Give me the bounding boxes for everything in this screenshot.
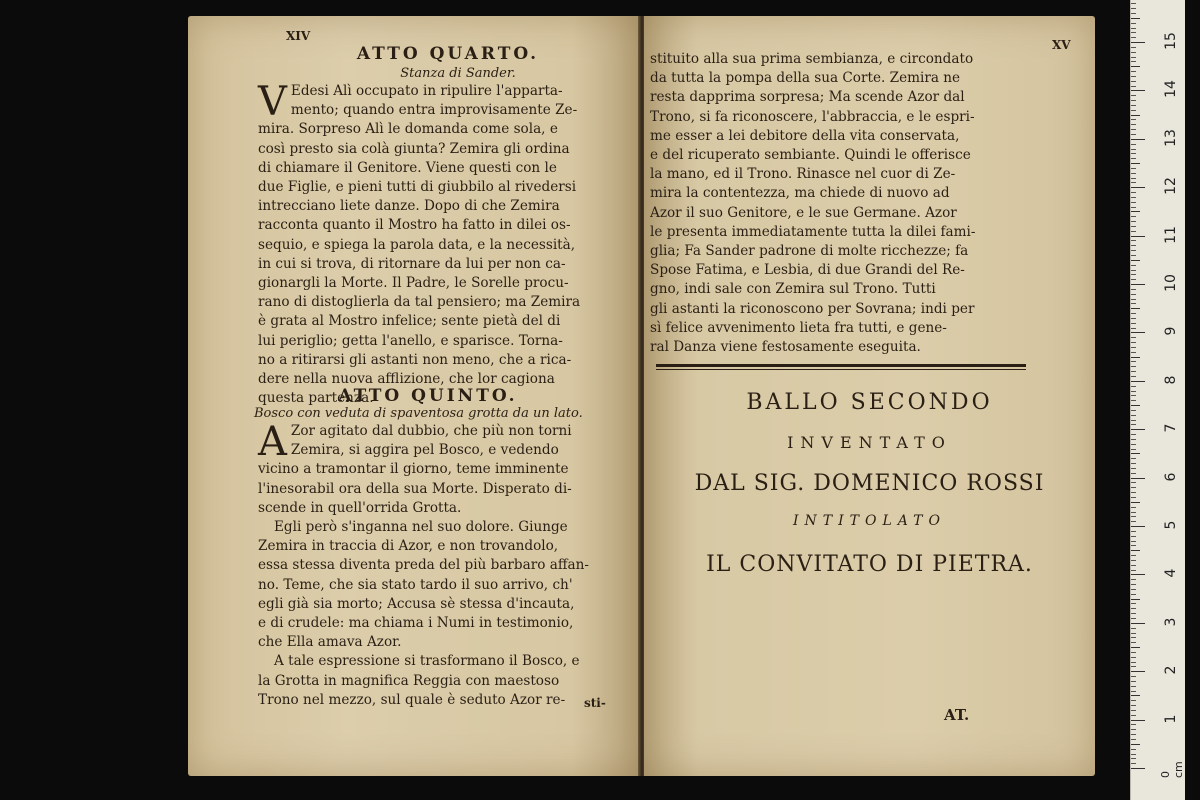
ruler-number: 5 [1163,520,1179,530]
text-line: me esser a lei debitore della vita conservata, [650,127,960,144]
ruler-tick [1131,545,1136,546]
ruler-tick [1131,391,1136,392]
ruler-tick [1131,289,1136,290]
ballo-author: DAL SIG. DOMENICO ROSSI [694,471,1045,496]
ruler-tick [1131,245,1136,246]
ruler-tick [1131,463,1136,464]
text-line: sequio, e spiega la parola data, e la necessità, [258,236,576,253]
open-book [188,16,1095,776]
text-line: egli già sia morto; Accusa sè stessa d'incauta, [258,595,575,612]
ruler-tick [1131,410,1136,411]
ruler-tick [1131,395,1136,396]
ruler-tick [1131,182,1136,183]
ruler-tick [1131,512,1136,513]
text-line: vicino a tramontar il giorno, teme imminente [258,461,569,478]
ruler-tick [1131,647,1140,648]
ruler-tick [1131,226,1136,227]
ruler-tick [1131,584,1136,585]
catchword-left: sti- [584,696,606,710]
text-line: è grata al Mostro infelice; sente pietà del di [258,313,561,330]
text-line: no. Teme, che sia stato tardo il suo arrivo, ch' [258,576,573,593]
ruler-number: 8 [1163,375,1179,385]
text-line: lui periglio; getta l'anello, e sparisce. Torna- [258,332,563,349]
text-line: mento; quando entra improvisamente Ze- [290,102,578,119]
text-line: e del ricuperato sembiante. Quindi le offerisce [650,147,971,164]
ruler-tick [1131,768,1145,769]
text-line: Edesi Alì occupato in ripulire l'apparta- [290,83,563,99]
ruler-tick [1131,303,1136,304]
ruler-tick [1131,381,1145,382]
ruler-number: 7 [1163,423,1179,433]
ruler-tick [1131,763,1136,764]
ruler-tick [1131,478,1145,479]
text-line: ral Danza viene festosamente eseguita. [650,339,921,356]
ruler-tick [1131,739,1136,740]
ruler-tick [1131,439,1136,440]
ruler-tick [1131,318,1136,319]
ruler-tick [1131,221,1136,222]
text-line: racconta quanto il Mostro ha fatto in dilei os- [258,217,571,234]
ruler-tick [1131,710,1136,711]
ruler-number: 2 [1163,665,1179,675]
ruler-tick [1131,76,1136,77]
ruler-tick [1131,86,1136,87]
ruler-tick [1131,81,1136,82]
ruler-tick [1131,681,1136,682]
ruler-tick [1131,628,1136,629]
ruler-tick [1131,720,1145,721]
ruler-tick [1131,458,1136,459]
ruler-tick [1131,270,1136,271]
ruler-tick [1131,28,1136,29]
ruler-tick [1131,61,1136,62]
ruler-tick [1131,115,1140,116]
ruler-tick [1131,332,1145,333]
ruler-tick [1131,603,1136,604]
text-line: mira la contentezza, ma chiede di nuovo ad [650,185,950,202]
text-line: rano di distoglierla da tal pensiero; ma Zemira [258,294,581,311]
ruler-tick [1131,178,1136,179]
ruler-tick [1131,749,1136,750]
divider-rule-thin [656,369,1026,370]
text-line: A tale espressione si trasformano il Bosco, e [274,653,580,670]
text-line: glia; Fa Sander padrone di molte ricchezze; fa [650,243,969,260]
ruler-tick [1131,637,1136,638]
text-line: Zemira in traccia di Azor, e non trovandolo, [258,538,559,555]
text-line: due Figlie, e pieni tutti di giubbilo al rivedersi [258,179,577,196]
ruler-tick [1131,124,1136,125]
ruler-tick [1131,328,1136,329]
ruler-tick [1131,516,1136,517]
ruler-tick [1131,366,1136,367]
text-line: la mano, ed il Trono. Rinasce nel cuor di Ze- [650,166,956,183]
ruler-tick [1131,313,1136,314]
ruler-number: 9 [1163,326,1179,336]
ruler-tick [1131,284,1145,285]
text-line: l'inesorabil ora della sua Morte. Disperato di- [258,480,572,497]
ruler-tick [1131,308,1140,309]
ruler-tick [1131,134,1136,135]
ruler-tick [1131,323,1136,324]
ruler-tick [1131,13,1136,14]
ruler-tick [1131,502,1140,503]
dropcap-a: A [258,419,287,465]
ruler-tick [1131,192,1136,193]
text-line: no a ritirarsi gli astanti non meno, che a rica- [258,351,572,368]
ruler-tick [1131,347,1136,348]
ruler-unit-label: 0 cm [1159,761,1185,778]
ruler-tick [1131,589,1136,590]
ruler-tick [1131,376,1136,377]
measurement-ruler [1130,0,1185,800]
ruler-tick [1131,168,1136,169]
ruler-tick [1131,274,1136,275]
catchword-right: AT. [944,706,970,724]
ruler-tick [1131,95,1136,96]
ruler-tick [1131,420,1136,421]
text-line: gno, indi sale con Zemira sul Trono. Tutti [650,281,936,298]
ruler-tick [1131,507,1136,508]
text-line: mira. Sorpreso Alì le domanda come sola, e [258,121,558,138]
ruler-tick [1131,357,1140,358]
ruler-tick [1131,599,1140,600]
ruler-tick [1131,555,1136,556]
right-text [650,50,1032,357]
text-line: gli astanti la riconoscono per Sovrana; indi per [650,300,975,317]
ruler-tick [1131,294,1136,295]
act5-subheading: Bosco con veduta di spaventosa grotta da un lato. [254,406,583,421]
ruler-tick [1131,758,1136,759]
ruler-tick [1131,691,1136,692]
ruler-tick [1131,560,1136,561]
ruler-tick [1131,473,1136,474]
ruler-tick [1131,618,1136,619]
ruler-tick [1131,255,1136,256]
text-line: stituito alla sua prima sembianza, e circondato [650,51,974,67]
ruler-tick [1131,144,1136,145]
dropcap-v: V [258,79,287,125]
ruler-tick [1131,386,1136,387]
page-number-left: XIV [286,29,311,43]
ruler-tick [1131,211,1140,212]
text-line: dere nella nuova afflizione, che lor cagiona [258,371,555,388]
ruler-tick [1131,729,1136,730]
ruler-tick [1131,449,1136,450]
ruler-tick [1131,686,1136,687]
ruler-tick [1131,250,1136,251]
ruler-tick [1131,42,1145,43]
ruler-tick [1131,695,1140,696]
ruler-tick [1131,342,1136,343]
ruler-tick [1131,260,1140,261]
text-line: le presenta immediatamente tutta la dilei fami- [650,223,976,240]
text-line: resta dapprima sorpresa; Ma scende Azor dal [650,89,965,106]
ruler-tick [1131,90,1145,91]
text-line: intrecciano liete danze. Dopo di che Zemira [258,198,560,215]
ruler-tick [1131,173,1136,174]
ruler-tick [1131,240,1136,241]
ruler-tick [1131,236,1145,237]
ruler-tick [1131,71,1136,72]
text-line: la Grotta in magnifica Reggia con maestoso [258,672,560,689]
ruler-tick [1131,526,1145,527]
ruler-tick [1131,57,1136,58]
ruler-tick [1131,497,1136,498]
text-line: gionargli la Morte. Il Padre, le Sorelle procu- [258,275,569,292]
ruler-tick [1131,642,1136,643]
ruler-tick [1131,207,1136,208]
ruler-number: 6 [1163,472,1179,482]
ruler-tick [1131,754,1136,755]
ruler-tick [1131,405,1140,406]
text-line: che Ella amava Azor. [258,634,402,651]
ruler-tick [1131,482,1136,483]
ruler-tick [1131,608,1136,609]
ruler-tick [1131,279,1136,280]
ruler-number: 3 [1163,617,1179,627]
act5-text [258,419,630,710]
ruler-tick [1131,371,1136,372]
ruler-tick [1131,541,1136,542]
ruler-tick [1131,613,1136,614]
ruler-tick [1131,744,1140,745]
ruler-tick [1131,570,1136,571]
ruler-tick [1131,536,1136,537]
ruler-tick [1131,158,1136,159]
ruler-tick [1131,18,1140,19]
text-line: sì felice avvenimento lieta fra tutti, e gene- [650,319,947,336]
text-line: scende in quell'orrida Grotta. [258,499,462,516]
ruler-tick [1131,129,1136,130]
ruler-tick [1131,139,1145,140]
ruler-number: 15 [1163,32,1179,50]
ruler-tick [1131,715,1136,716]
ruler-tick [1131,37,1136,38]
ruler-tick [1131,119,1136,120]
ballo-intitolato: INTITOLATO [793,513,946,529]
text-line: e di crudele: ma chiama i Numi in testimonio, [258,615,574,632]
act4-heading: ATTO QUARTO. [356,44,540,64]
ruler-tick [1131,202,1136,203]
ruler-tick [1131,8,1136,9]
text-line: da tutta la pompa della sua Corte. Zemira ne [650,70,961,87]
text-line: Zor agitato dal dubbio, che più non torni [290,423,572,439]
ballo-title: BALLO SECONDO [746,390,993,415]
ruler-tick [1131,676,1136,677]
ruler-tick [1131,434,1136,435]
ruler-tick [1131,444,1136,445]
ruler-tick [1131,66,1140,67]
ruler-tick [1131,187,1145,188]
text-line: Egli però s'inganna nel suo dolore. Giunge [274,519,568,536]
ruler-tick [1131,216,1136,217]
text-line: Trono nel mezzo, sul quale è seduto Azor re- [258,691,566,708]
ruler-tick [1131,453,1140,454]
ruler-tick [1131,700,1136,701]
ruler-number: 11 [1163,225,1179,244]
ruler-tick [1131,197,1136,198]
text-line: Azor il suo Genitore, e le sue Germane. Azor [650,204,957,221]
ruler-number: 4 [1163,568,1179,578]
ruler-tick [1131,662,1136,663]
ruler-tick [1131,3,1136,4]
ruler-tick [1131,492,1136,493]
ruler-tick [1131,565,1136,566]
text-line: essa stessa diventa preda del più barbaro affan- [258,557,589,574]
ruler-tick [1131,361,1136,362]
ruler-tick [1131,550,1140,551]
ruler-tick [1131,32,1136,33]
ruler-tick [1131,623,1145,624]
ruler-tick [1131,671,1145,672]
ruler-tick [1131,47,1136,48]
divider-rule [656,364,1026,367]
act4-text [258,79,630,408]
text-line: Spose Fatima, e Lesbia, di due Grandi del Re- [650,262,965,279]
ruler-number: 14 [1163,80,1179,99]
text-line: di chiamare il Genitore. Viene questi con le [258,159,557,176]
ruler-tick [1131,468,1136,469]
ruler-tick [1131,100,1136,101]
ruler-tick [1131,337,1136,338]
ruler-tick [1131,734,1136,735]
text-line: Zemira, si aggira pel Bosco, e vedendo [290,442,559,459]
ruler-number: 1 [1163,714,1179,724]
right-page [644,16,1095,776]
ruler-tick [1131,352,1136,353]
ruler-tick [1131,149,1136,150]
ruler-tick [1131,110,1136,111]
ruler-tick [1131,724,1136,725]
ruler-tick [1131,666,1136,667]
ruler-tick [1131,415,1136,416]
ruler-tick [1131,657,1136,658]
act5-heading: ATTO QUINTO. [338,386,518,406]
ruler-tick [1131,299,1136,300]
ruler-tick [1131,579,1136,580]
left-page [188,16,640,776]
ruler-tick [1131,531,1136,532]
ballo-inventato: INVENTATO [787,433,952,452]
ruler-tick [1131,105,1136,106]
ruler-tick [1131,487,1136,488]
ruler-tick [1131,153,1136,154]
ruler-number: 12 [1163,177,1179,196]
page-number-right: XV [1052,38,1071,52]
ruler-tick [1131,23,1136,24]
ruler-tick [1131,265,1136,266]
ruler-tick [1131,231,1136,232]
ballo-work-title: IL CONVITATO DI PIETRA. [706,552,1033,577]
ruler-tick [1131,574,1145,575]
text-line: Trono, si fa riconoscere, l'abbraccia, e le espri- [650,108,975,125]
text-line: così presto sia colà giunta? Zemira gli ordina [258,140,570,157]
ruler-tick [1131,400,1136,401]
ruler-tick [1131,163,1140,164]
ruler-number: 10 [1163,274,1179,292]
act4-subheading: Stanza di Sander. [400,66,516,81]
ruler-tick [1131,633,1136,634]
ruler-tick [1131,429,1145,430]
text-line: questa partenza. [258,390,374,407]
ruler-tick [1131,705,1136,706]
text-line: in cui si trova, di ritornare da lui per non ca- [258,255,566,272]
ruler-tick [1131,521,1136,522]
ruler-tick [1131,652,1136,653]
ruler-number: 13 [1163,128,1179,147]
ruler-tick [1131,594,1136,595]
ruler-tick [1131,424,1136,425]
ruler-tick [1131,52,1136,53]
